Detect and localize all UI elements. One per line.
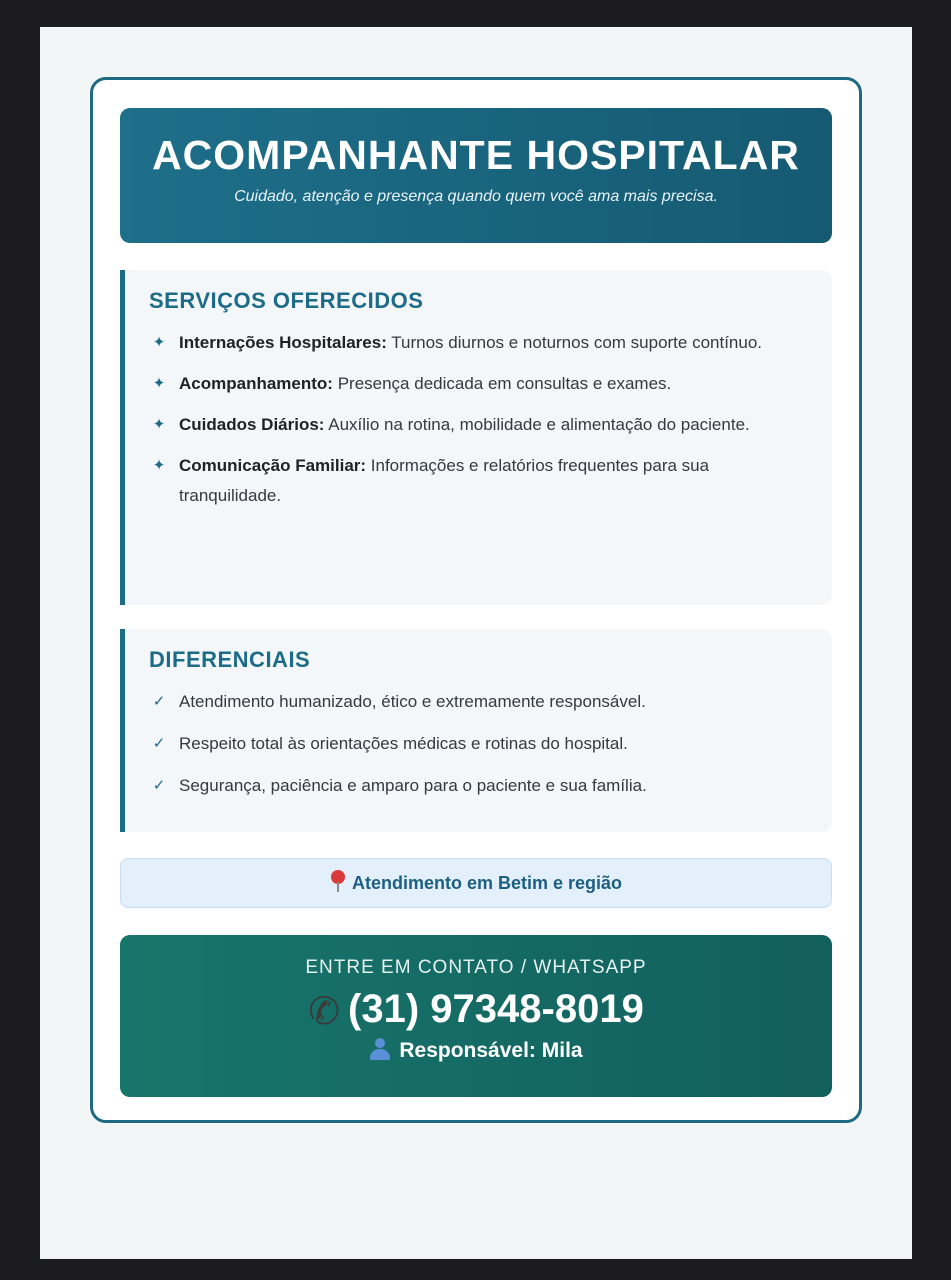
- service-text: Presença dedicada em consultas e exames.: [332, 374, 672, 393]
- header-banner: [120, 108, 832, 243]
- sparkle-icon: ✦: [152, 375, 166, 392]
- service-text: Auxílio na rotina, mobilidade e alimentação do paciente.: [324, 415, 750, 434]
- differentials-section: [120, 629, 832, 832]
- responsible-text: Responsável: Mila: [399, 1039, 583, 1062]
- phone-text[interactable]: (31) 97348-8019: [348, 987, 644, 1031]
- location-text: Atendimento em Betim e região: [351, 873, 623, 893]
- page-title: ACOMPANHANTE HOSPITALAR: [152, 132, 800, 178]
- sparkle-icon: ✦: [152, 457, 166, 474]
- differentials-title: DIFERENCIAIS: [149, 647, 311, 672]
- contact-box: [120, 935, 832, 1097]
- differential-text: Segurança, paciência e amparo para o paciente e sua família.: [179, 776, 647, 795]
- list-item: [149, 328, 809, 358]
- page: [40, 27, 912, 1259]
- flyer-card: [90, 77, 862, 1123]
- check-icon: ✓: [152, 777, 166, 794]
- list-item: [149, 729, 809, 759]
- person-icon: [369, 1038, 391, 1060]
- differentials-list: [149, 687, 809, 813]
- list-item: [149, 687, 809, 717]
- pin-icon: [330, 870, 346, 892]
- services-section: [120, 270, 832, 605]
- service-label: Cuidados Diários:: [179, 415, 325, 434]
- services-title: SERVIÇOS OFERECIDOS: [149, 288, 424, 313]
- service-label: Acompanhamento:: [179, 374, 333, 393]
- sparkle-icon: ✦: [152, 334, 166, 351]
- list-item: [149, 451, 809, 511]
- service-label: Internações Hospitalares:: [179, 333, 387, 352]
- location-banner: [120, 858, 832, 908]
- phone-icon: ✆: [308, 991, 341, 1033]
- list-item: [149, 771, 809, 801]
- services-list: [149, 328, 809, 522]
- service-label: Comunicação Familiar:: [179, 456, 367, 475]
- service-text: Turnos diurnos e noturnos com suporte contínuo.: [386, 333, 763, 352]
- responsible-line: [120, 1038, 832, 1063]
- differential-text: Respeito total às orientações médicas e rotinas do hospital.: [179, 734, 628, 753]
- sparkle-icon: ✦: [152, 416, 166, 433]
- check-icon: ✓: [152, 735, 166, 752]
- differential-text: Atendimento humanizado, ético e extremamente responsável.: [179, 692, 646, 711]
- service-text: Informações e relatórios frequentes para sua tranquilidade.: [179, 456, 710, 505]
- check-icon: ✓: [152, 693, 166, 710]
- contact-label: ENTRE EM CONTATO / WHATSAPP: [305, 957, 647, 978]
- list-item: [149, 410, 809, 440]
- list-item: [149, 369, 809, 399]
- phone-number[interactable]: [120, 985, 832, 1036]
- page-subtitle: Cuidado, atenção e presença quando quem você ama mais precisa.: [234, 188, 718, 205]
